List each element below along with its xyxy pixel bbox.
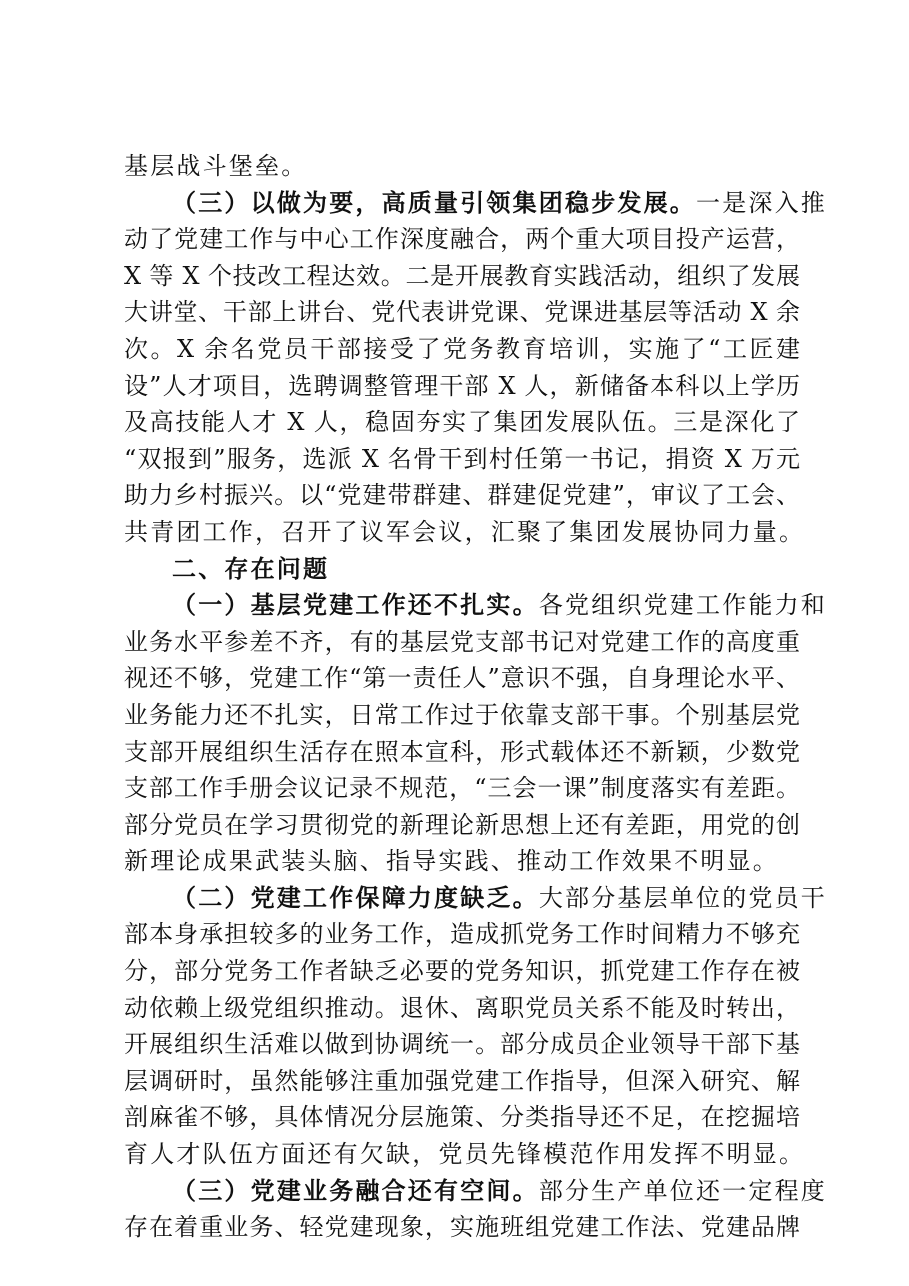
- text-line: [124, 148, 800, 185]
- text-run: 业务水平参差不齐，有的基层党支部书记对党建工作的高度重: [124, 627, 800, 656]
- paragraph-heading-line: [124, 185, 827, 222]
- text-run: 存在着重业务、轻党建现象，实施班组党建工作法、党建品牌: [124, 1213, 800, 1242]
- text-line: [124, 1209, 800, 1246]
- paragraph-lead: （三）以做为要，高质量引领集团稳步发展。: [172, 187, 696, 217]
- text-run: 剖麻雀不够，具体情况分层施策、分类指导还不足，在挖掘培: [124, 1103, 800, 1132]
- text-run: 部分党员在学习贯彻党的新理论新思想上还有差距，用党的创: [124, 810, 800, 839]
- text-line: [124, 258, 800, 295]
- text-line: [124, 1099, 800, 1136]
- text-line: [124, 916, 800, 953]
- document-body: [124, 148, 828, 1246]
- paragraph-lead: （二）党建工作保障力度缺乏。: [172, 882, 539, 912]
- text-line: [124, 953, 800, 990]
- text-run: 新理论成果武装头脑、指导实践、推动工作效果不明显。: [124, 847, 779, 876]
- text-line: [124, 770, 800, 807]
- text-line: [124, 441, 800, 478]
- text-run: 业务能力还不扎实，日常工作过于依靠支部干事。个别基层党: [124, 700, 800, 729]
- text-run: 助力乡村振兴。以“党建带群建、群建促党建”，审议了工会、: [124, 481, 800, 510]
- text-line: [124, 1063, 800, 1100]
- text-run: 基层战斗堡垒。: [124, 152, 308, 180]
- text-line: [124, 331, 800, 368]
- text-run: 视还不够，党建工作“第一责任人”意识不强，自身理论水平、: [124, 664, 800, 693]
- text-line: [124, 514, 806, 551]
- text-line: [124, 368, 800, 405]
- paragraph-heading-line: [124, 587, 828, 624]
- text-run: 一是深入推: [696, 188, 827, 217]
- text-run: 动了党建工作与中心工作深度融合，两个重大项目投产运营，: [124, 225, 800, 254]
- text-line: [124, 807, 800, 844]
- section-heading: [124, 551, 800, 588]
- text-run: 大部分基层单位的党员干: [538, 883, 828, 912]
- text-run: 支部开展组织生活存在照本宣科，形式载体还不新颖，少数党: [124, 737, 800, 766]
- text-run: 各党组织党建工作能力和: [538, 591, 828, 620]
- text-run: 动依赖上级党组织推动。退休、离职党员关系不能及时转出，: [124, 993, 800, 1022]
- text-run: X 等 X 个技改工程达效。二是开展教育实践活动，组织了发展: [124, 261, 800, 290]
- text-line: [124, 1136, 806, 1173]
- text-line: [124, 1026, 800, 1063]
- paragraph-lead: （三）党建业务融合还有空间。: [172, 1175, 539, 1205]
- text-run: 分，部分党务工作者缺乏必要的党务知识，抓党建工作存在被: [124, 957, 800, 986]
- text-run: 支部工作手册会议记录不规范，“三会一课”制度落实有差距。: [124, 774, 800, 803]
- text-run: 大讲堂、干部上讲台、党代表讲党课、党课进基层等活动 X 余: [124, 298, 800, 327]
- text-run: 部分生产单位还一定程度: [538, 1176, 828, 1205]
- text-line: [124, 221, 800, 258]
- text-run: 共青团工作，召开了议军会议，汇聚了集团发展协同力量。: [124, 517, 806, 546]
- text-line: [124, 404, 800, 441]
- text-run: “双报到”服务，选派 X 名骨干到村任第一书记，捐资 X 万元: [124, 444, 800, 473]
- text-line: [124, 697, 800, 734]
- text-run: 次。X 余名党员干部接受了党务教育培训，实施了“工匠建: [124, 334, 800, 363]
- text-line: [124, 843, 800, 880]
- text-run: 部本身承担较多的业务工作，造成抓党务工作时间精力不够充: [124, 920, 800, 949]
- section-title: 二、存在问题: [172, 554, 330, 583]
- text-run: 层调研时，虽然能够注重加强党建工作指导，但深入研究、解: [124, 1066, 800, 1095]
- paragraph-heading-line: [124, 1173, 828, 1210]
- paragraph-lead: （一）基层党建工作还不扎实。: [172, 590, 539, 620]
- text-run: 育人才队伍方面还有欠缺，党员先锋模范作用发挥不明显。: [124, 1140, 806, 1169]
- text-run: 及高技能人才 X 人，稳固夯实了集团发展队伍。三是深化了: [124, 408, 800, 437]
- text-run: 设”人才项目，选聘调整管理干部 X 人，新储备本科以上学历: [124, 371, 800, 400]
- text-line: [124, 624, 800, 661]
- text-line: [124, 734, 800, 771]
- text-line: [124, 660, 800, 697]
- paragraph-heading-line: [124, 880, 828, 917]
- text-line: [124, 990, 800, 1027]
- text-line: [124, 294, 800, 331]
- text-run: 开展组织生活难以做到协调统一。部分成员企业领导干部下基: [124, 1030, 800, 1059]
- text-line: [124, 477, 800, 514]
